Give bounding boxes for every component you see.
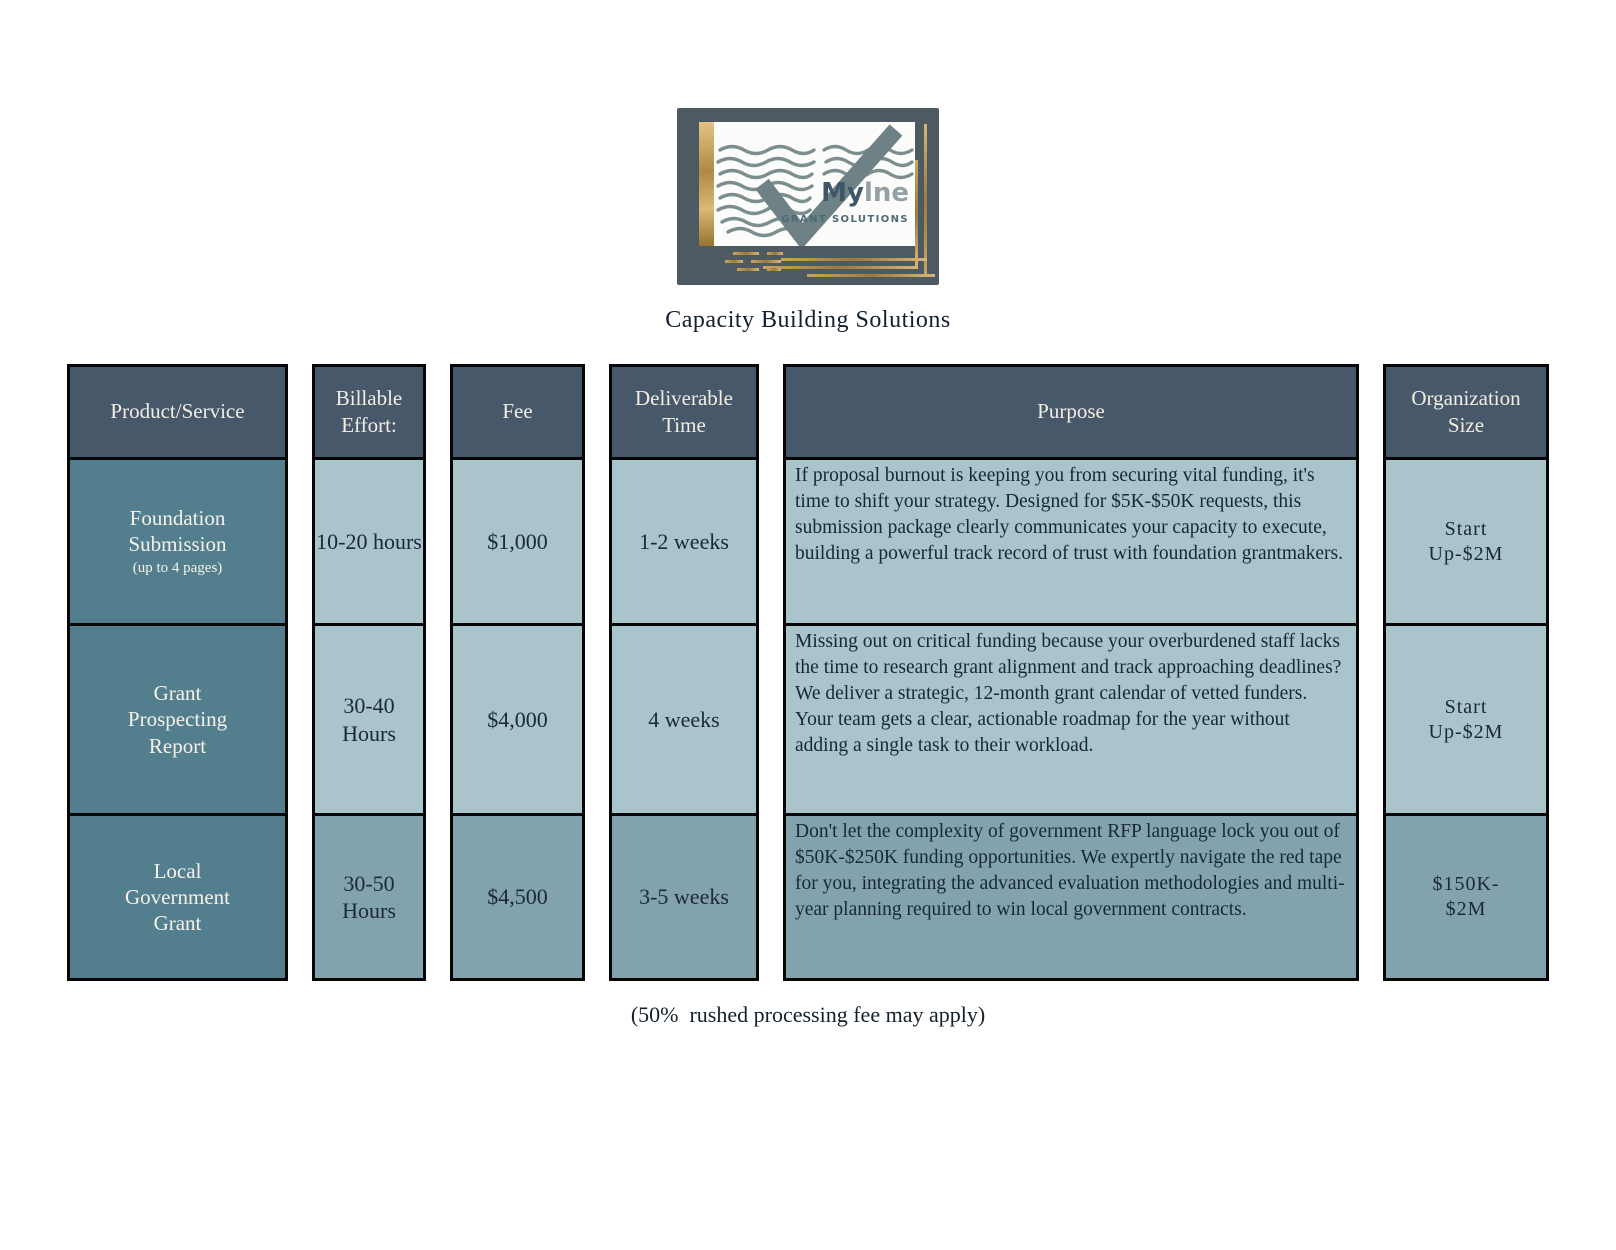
- header-deliverable-time: Deliverable Time: [612, 367, 756, 457]
- logo-gold-line: [763, 266, 918, 269]
- header-organization-size: Organization Size: [1386, 367, 1546, 457]
- logo-gold-line: [915, 160, 918, 267]
- footer-note: (50% rushed processing fee may apply): [630, 1002, 986, 1027]
- cell-fee-row3: $4,500: [453, 813, 582, 978]
- content: [25, 108, 1591, 1028]
- logo-gold-dash: [737, 268, 759, 271]
- logo-gold-line: [807, 274, 935, 277]
- cell-time-row3: 3-5 weeks: [612, 813, 756, 978]
- logo-brand-second: lne: [863, 178, 909, 208]
- cell-time-row1: 1-2 weeks: [612, 457, 756, 623]
- logo-gold-dash: [767, 252, 783, 255]
- logo-gold-line: [924, 124, 927, 275]
- page-title: Capacity Building Solutions: [665, 307, 951, 333]
- header-fee: Fee: [453, 367, 582, 457]
- logo-wordmark: [821, 180, 909, 206]
- cell-orgsize-row2: Start Up-$2M: [1386, 623, 1546, 813]
- cell-fee-row1: $1,000: [453, 457, 582, 623]
- cell-purpose-row1: If proposal burnout is keeping you from securing vital funding, it's time to shift your strategy. Designed for $5K-$50K requests, this submission package clearly communicates your capacity to execute, building a powerful track record of trust with foundation grantmakers.: [786, 457, 1356, 623]
- column-fee: [450, 364, 585, 981]
- cell-fee-row2: $4,000: [453, 623, 582, 813]
- cell-orgsize-row1: Start Up-$2M: [1386, 457, 1546, 623]
- pricing-table: [25, 364, 1591, 981]
- column-deliverable-time: [609, 364, 759, 981]
- column-billable-effort: [312, 364, 426, 981]
- cell-effort-row3: 30-50 Hours: [315, 813, 423, 978]
- header-billable-effort: Billable Effort:: [315, 367, 423, 457]
- cell-product-row3: [70, 813, 285, 978]
- product-name: Grant Prospecting Report: [127, 681, 228, 758]
- product-name: Foundation Submission: [128, 505, 227, 557]
- logo-gold-dash: [725, 260, 743, 263]
- column-product-service: [67, 364, 288, 981]
- logo: [677, 108, 939, 285]
- cell-effort-row1: 10-20 hours: [315, 457, 423, 623]
- logo-brand-first: My: [821, 178, 864, 208]
- logo-gold-dash: [767, 268, 781, 271]
- logo-panel: [699, 122, 915, 246]
- logo-gold-bar: [699, 122, 714, 246]
- product-name: Local Government Grant: [125, 858, 230, 936]
- column-organization-size: [1383, 364, 1549, 981]
- cell-time-row2: 4 weeks: [612, 623, 756, 813]
- logo-subtitle: GRANT SOLUTIONS: [781, 214, 909, 225]
- column-purpose: [783, 364, 1359, 981]
- product-note: (up to 4 pages): [132, 560, 223, 577]
- logo-gold-line: [781, 258, 927, 261]
- cell-orgsize-row3: $150K- $2M: [1386, 813, 1546, 978]
- header-purpose: Purpose: [786, 367, 1356, 457]
- cell-product-row2: [70, 623, 285, 813]
- cell-effort-row2: 30-40 Hours: [315, 623, 423, 813]
- header-product-service: Product/Service: [70, 367, 285, 457]
- logo-gold-dash: [751, 260, 781, 263]
- logo-gold-dash: [733, 252, 759, 255]
- cell-purpose-row2: Missing out on critical funding because your overburdened staff lacks the time to research grant alignment and track approaching deadlines? We deliver a strategic, 12-month grant calendar of vetted funders. Your team gets a clear, actionable roadmap for the year without adding a single task to their workload.: [786, 623, 1356, 813]
- cell-product-row1: [70, 457, 285, 623]
- cell-purpose-row3: Don't let the complexity of government RFP language lock you out of $50K-$250K funding opportunities. We expertly navigate the red tape for you, integrating the advanced evaluation methodologies and multi-year planning required to win local government contracts.: [786, 813, 1356, 978]
